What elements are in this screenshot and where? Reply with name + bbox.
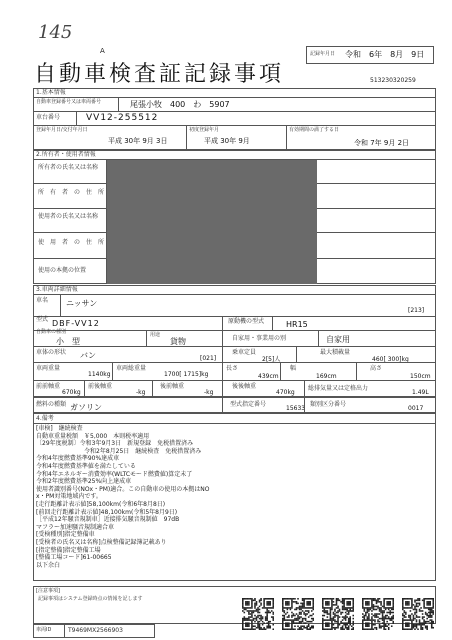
width-value: 169cm xyxy=(316,373,337,380)
first-registration-label: 登録年月日/交付年月日 xyxy=(36,127,88,133)
front-rear-axle-value: -kg xyxy=(136,389,146,396)
displacement-value: 1.49L xyxy=(412,389,429,396)
owner-info-redaction xyxy=(107,160,317,284)
height-label: 高さ xyxy=(370,365,383,372)
type-cert-label: 型式指定番号 xyxy=(230,401,267,408)
remark-line: 令和4年エネルギー消費効率(WLTCモード燃費値)算定未了 xyxy=(36,470,193,478)
length-value: 439cm xyxy=(258,373,279,380)
registration-number-value: 尾張小牧 400 わ 5907 xyxy=(130,100,230,109)
make-code: [213] xyxy=(408,307,425,314)
expiry-date-value: 令和 7年 9月 2日 xyxy=(354,139,410,147)
max-load-value: 460[ 300]kg xyxy=(372,356,409,363)
remark-line: 自動車重量税額 ￥5,000 本則税率適用 xyxy=(36,432,150,440)
remark-line: マフラー加速騒音規制適合車 xyxy=(36,523,115,531)
width-label: 幅 xyxy=(290,365,297,372)
fuel-type-label: 燃料の種類 xyxy=(36,401,67,408)
record-date-box xyxy=(306,46,434,64)
rear-rear-axle-value: 470kg xyxy=(276,389,295,396)
remark-line: 使用者識別番号(NOx・PM)適合。この自動車の使用の本拠はNO xyxy=(36,485,210,493)
expiry-date-label: 有効期間の満了する日 xyxy=(289,127,340,133)
category-value: 0017 xyxy=(408,405,424,412)
model-value: DBF-VV12 xyxy=(52,319,100,328)
make-value: ニッサン xyxy=(66,299,98,308)
vehicle-weight-label: 車両重量 xyxy=(36,365,61,372)
notes-text: 記録事項はシステム登録時点の情報を記します xyxy=(38,596,143,602)
use-label: 用途 xyxy=(150,332,161,338)
use-value: 貨物 xyxy=(170,337,186,346)
qr-code xyxy=(242,598,274,630)
user-name-label: 使用者の氏名又は名称 xyxy=(38,213,99,220)
engine-type-label: 原動機の型式 xyxy=(228,318,265,325)
document-mark: A xyxy=(100,47,105,55)
remark-line: 以下余白 xyxy=(36,561,61,569)
front-front-axle-label: 前前軸重 xyxy=(36,383,61,390)
rear-rear-axle-label: 後後軸重 xyxy=(232,383,257,390)
document-number: 513230320259 xyxy=(370,77,416,84)
cert-id-value: T9469MX2566903 xyxy=(68,627,123,634)
handwritten-number: 145 xyxy=(38,22,73,43)
fuel-type-value: ガソリン xyxy=(70,403,102,412)
user-address-label: 使 用 者 の 住 所 xyxy=(38,239,105,246)
remark-line: 令和2年度燃費基準25%向上達成車 xyxy=(36,478,132,486)
private-business-value: 自家用 xyxy=(326,335,350,344)
type-cert-value: 15633 xyxy=(286,405,306,412)
cert-id-label: 車両ID xyxy=(36,627,52,633)
gross-weight-value: 1700[ 1715]kg xyxy=(164,371,209,378)
remark-line: [車検] 継続検査 xyxy=(36,425,83,432)
capacity-value: 2[5]人 xyxy=(262,356,281,363)
body-shape-label: 車体の形状 xyxy=(36,349,67,356)
section3-heading: 3.車両詳細情報 xyxy=(36,286,78,293)
first-reg-month-value: 平成 30年 9月 xyxy=(204,137,250,145)
remark-line: 〔29年度税制〕令和3年9月3日 新規登録 免税措置済み xyxy=(36,440,194,448)
page-title: 自動車検査証記録事項 xyxy=(34,62,285,87)
owner-name-label: 所有者の氏名又は名称 xyxy=(38,164,99,171)
remark-line: [走行距離計表示値]58,100km(令和6年8月8日) xyxy=(36,501,166,508)
section1-heading: 1.基本情報 xyxy=(36,89,66,96)
first-reg-month-label: 初度登録年月 xyxy=(189,127,220,133)
remark-line: ［平成12年騒音規制車］近接排気騒音規制値 97dB xyxy=(36,516,180,524)
remark-line: [整備工場コード]61-00665 xyxy=(36,554,112,562)
remark-line: [受検者の氏名又は名称]点検整備記録簿記載あり xyxy=(36,539,167,546)
section4-heading: 4.備考 xyxy=(36,415,54,422)
chassis-number-label: 車台番号 xyxy=(36,114,61,121)
record-date-label: 記録年月日 xyxy=(310,51,336,57)
remark-line: 令和2年8月25日 継続検査 免税措置済み xyxy=(36,447,202,455)
notes-heading: [注意事項] xyxy=(36,588,60,594)
height-value: 150cm xyxy=(410,373,431,380)
body-shape-value: バン xyxy=(80,351,96,360)
model-label: 型式 xyxy=(36,316,49,323)
base-location-label: 使用の本拠の位置 xyxy=(38,267,87,274)
vehicle-type-value: 小 型 xyxy=(56,337,80,346)
section2-heading: 2.所有者・使用者情報 xyxy=(36,151,96,158)
category-label: 類別区分番号 xyxy=(310,401,347,408)
capacity-label: 乗車定員 xyxy=(232,349,257,356)
qr-code xyxy=(282,598,314,630)
remark-line: [受検種別]指定整備車 xyxy=(36,531,95,539)
max-load-label: 最大積載量 xyxy=(320,349,351,356)
length-label: 長さ xyxy=(226,365,239,372)
rear-front-axle-label: 後前軸重 xyxy=(160,383,185,390)
engine-type-value: HR15 xyxy=(286,320,308,329)
remark-line: 令和4年度燃費基準値を満たしている xyxy=(36,463,136,470)
registration-number-label: 自動車登録番号又は車両番号 xyxy=(36,99,102,105)
remark-line: [指定整備]指定整備工場 xyxy=(36,546,101,554)
qr-code xyxy=(362,598,394,630)
displacement-label: 総排気量又は定格出力 xyxy=(308,385,369,392)
remark-line: 令和4年度燃費基準90%達成車 xyxy=(36,455,120,463)
private-business-label: 自家用・事業用の別 xyxy=(232,335,287,342)
vehicle-weight-value: 1140kg xyxy=(88,371,111,378)
make-label: 車名 xyxy=(36,297,49,304)
rear-front-axle-value: -kg xyxy=(204,389,214,396)
front-rear-axle-label: 前後軸重 xyxy=(88,383,113,390)
remark-line: [前回走行距離計表示値]48,100km(令和5年8月9日) xyxy=(36,508,178,516)
front-front-axle-value: 670kg xyxy=(62,389,81,396)
chassis-number-value: VV12-255512 xyxy=(86,113,159,123)
owner-address-label: 所 有 者 の 住 所 xyxy=(38,189,105,196)
body-shape-code: [021] xyxy=(200,355,217,362)
first-registration-value: 平成 30年 9月 3日 xyxy=(108,137,168,145)
gross-weight-label: 車両総重量 xyxy=(116,365,147,372)
qr-code-group xyxy=(242,594,436,634)
record-date-value: 令和 6年 8月 9日 xyxy=(345,50,425,59)
qr-code xyxy=(402,598,434,630)
remark-line: x・PM対策地域内です。 xyxy=(36,493,102,501)
vehicle-type-label: 自動車の種別 xyxy=(36,329,67,335)
qr-code xyxy=(322,598,354,630)
